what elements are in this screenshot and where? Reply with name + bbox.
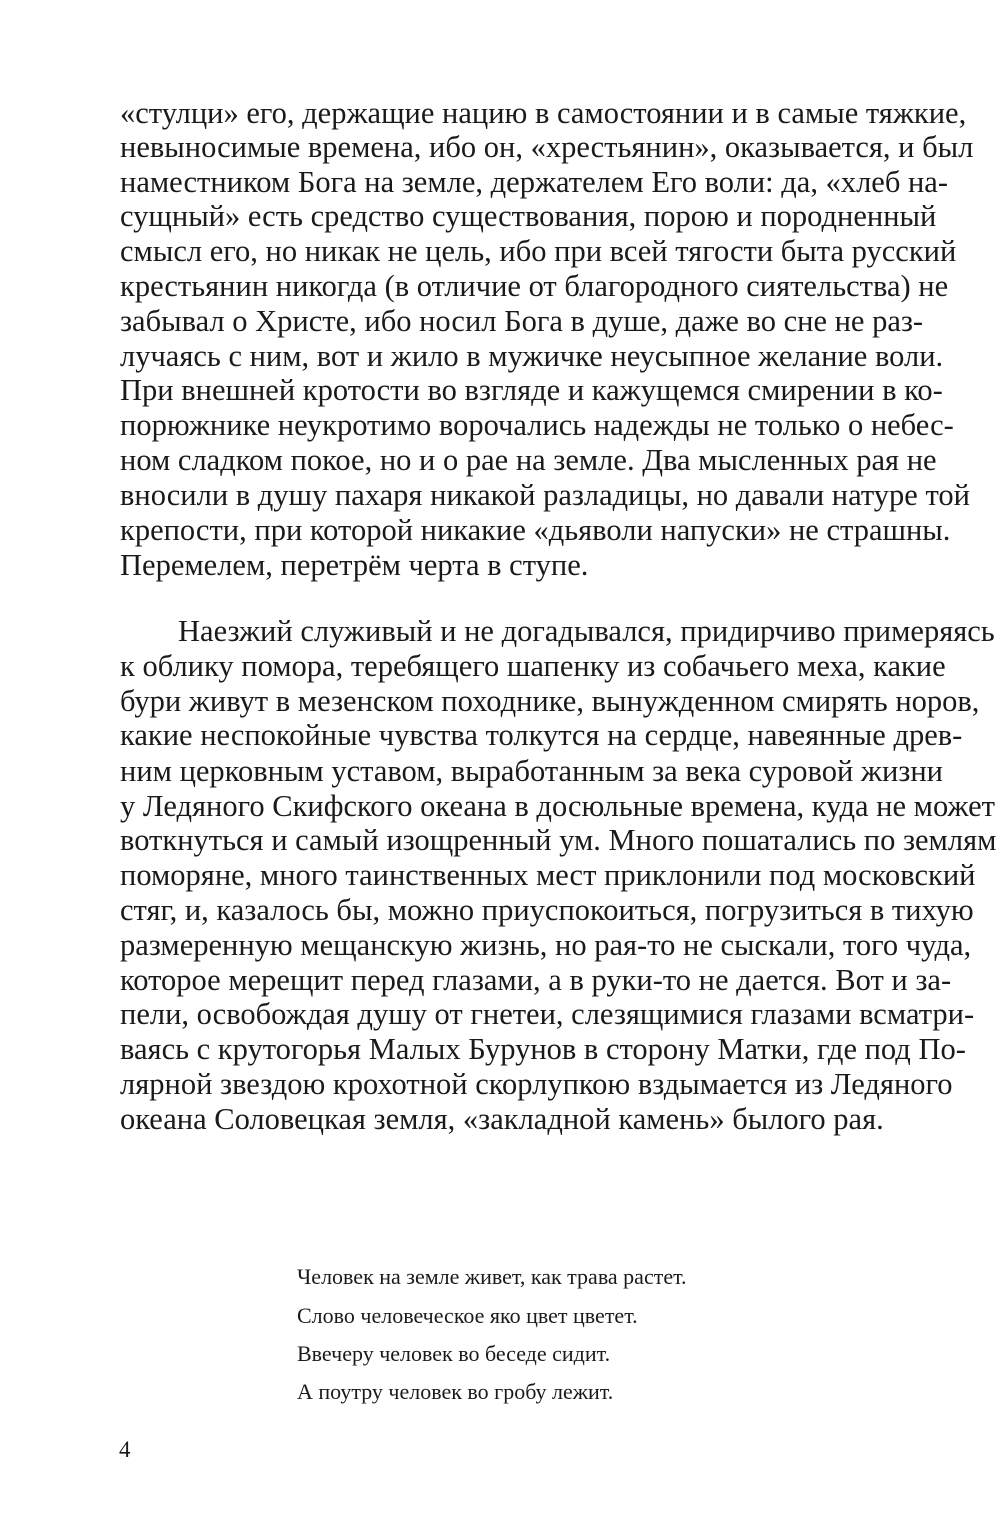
paragraph-line: какие неспокойные чувства толкутся на сердце, навеянные древ- bbox=[120, 718, 963, 752]
verse-line: Человек на земле живет, как трава растет. bbox=[297, 1264, 687, 1289]
paragraph-line: лярной звездою крохотной скорлупкою вздымается из Ледяного bbox=[120, 1067, 953, 1101]
paragraph-line: смысл его, но никак не цель, ибо при всей тягости быта русский bbox=[120, 234, 957, 268]
paragraph-line: крепости, при которой никакие «дьяволи напуски» не страшны. bbox=[120, 513, 951, 547]
verse-line: Ввечеру человек во беседе сидит. bbox=[297, 1341, 611, 1366]
paragraph-line: воткнуться и самый изощренный ум. Много пошатались по землям bbox=[120, 823, 997, 857]
paragraph-line: наместником Бога на земле, держателем Его воли: да, «хлеб на- bbox=[120, 165, 948, 199]
paragraph-line: При внешней кротости во взгляде и кажущемся смирении в ко- bbox=[120, 373, 943, 407]
paragraph-line: стяг, и, казалось бы, можно приуспокоиться, погрузиться в тихую bbox=[120, 893, 974, 927]
paragraph-line: поморяне, много таинственных мест приклонили под московский bbox=[120, 858, 976, 892]
paragraph-line: размеренную мещанскую жизнь, но рая-то не сыскали, того чуда, bbox=[120, 928, 972, 962]
paragraph-line: которое мерещит перед глазами, а в руки-то не дается. Вот и за- bbox=[120, 963, 952, 997]
paragraph-line: забывал о Христе, ибо носил Бога в душе, даже во сне не раз- bbox=[120, 304, 924, 338]
paragraph-line: крестьянин никогда (в отличие от благородного сиятельства) не bbox=[120, 269, 949, 303]
paragraph-line: у Ледяного Скифского океана в досюльные времена, куда не может bbox=[120, 789, 995, 823]
paragraph-line: сущный» есть средство существования, порою и породненный bbox=[120, 199, 937, 233]
paragraph-line: Наезжий служивый и не догадывался, придирчиво примеряясь bbox=[178, 614, 995, 648]
paragraph-line: к облику помора, теребящего шапенку из собачьего меха, какие bbox=[120, 649, 946, 683]
paragraph-line: порюжнике неукротимо ворочались надежды не только о небес- bbox=[120, 408, 954, 442]
page-number: 4 bbox=[119, 1437, 131, 1462]
paragraph-line: вносили в душу пахаря никакой разладицы, но давали натуре той bbox=[120, 478, 970, 512]
paragraph-line: ним церковным уставом, выработанным за века суровой жизни bbox=[120, 754, 943, 788]
paragraph-line: лучаясь с ним, вот и жило в мужичке неусыпное желание воли. bbox=[120, 339, 944, 373]
paragraph-line: ном сладком покое, но и о рае на земле. Два мысленных рая не bbox=[120, 443, 937, 477]
paragraph-line: Перемелем, перетрём черта в ступе. bbox=[120, 548, 589, 582]
paragraph-line: бури живут в мезенском походнике, вынужденном смирять норов, bbox=[120, 684, 980, 718]
verse-line: Слово человеческое яко цвет цветет. bbox=[297, 1303, 638, 1328]
paragraph-line: океана Соловецкая земля, «закладной камень» былого рая. bbox=[120, 1102, 884, 1136]
paragraph-line: «стулци» его, держащие нацию в самостоянии и в самые тяжкие, bbox=[120, 96, 967, 130]
paragraph-line: невыносимые времена, ибо он, «хрестьянин», оказывается, и был bbox=[120, 130, 974, 164]
paragraph-line: ваясь с крутогорья Малых Бурунов в сторону Матки, где под По- bbox=[120, 1032, 966, 1066]
paragraph-line: пели, освобождая душу от гнетеи, слезящимися глазами всматри- bbox=[120, 997, 975, 1031]
verse-line: А поутру человек во гробу лежит. bbox=[297, 1379, 614, 1404]
